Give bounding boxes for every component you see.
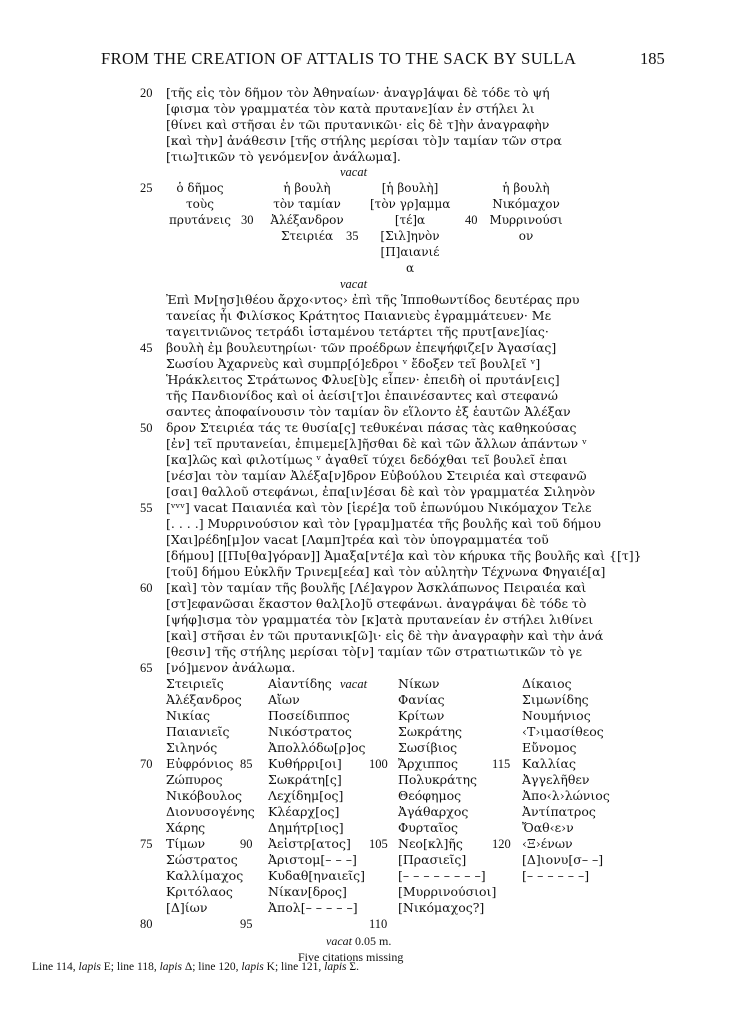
- line-number: 90: [240, 837, 253, 851]
- name-entry: [Δ]ιονυ[σ– –]: [522, 852, 604, 867]
- text-line: δρον Στειριέα τάς τε θυσία[ς] τεθυκέναι πάσας τὰς καθηκούσας: [166, 420, 577, 435]
- footnote-text: lapis: [159, 961, 182, 973]
- crown-text: [τέ]α: [394, 213, 426, 227]
- name-entry: Ἀλέξανδρος: [166, 692, 242, 707]
- line-number: 120: [492, 837, 511, 851]
- name-entry: Ἀριστομ[– – –]: [268, 852, 357, 867]
- name-entry: Λεχίδημ[ος]: [268, 788, 344, 803]
- crown-text: τὸν ταμίαν: [273, 197, 341, 211]
- name-entry: Αἰαντίδης: [268, 676, 332, 691]
- name-entry: Στειριεῖς: [166, 676, 224, 691]
- name-entry: Νίκων: [398, 676, 440, 691]
- text-line: [τοῦ] δήμου Εὐκλῆν Τρινεμ[εέα] καὶ τὸν αὐλητὴν Τέχνωνα Φηγαιέ[α]: [166, 564, 606, 579]
- name-entry: Κριτόλαος: [166, 884, 233, 899]
- text-line: [. . . .] Μυρρινούσιον καὶ τὸν [γραμ]ματέα τῆς βουλῆς καὶ τοῦ δήμου: [166, 516, 601, 531]
- name-entry: Χάρης: [166, 820, 206, 835]
- text-line: τῆς Πανδιονίδος καὶ οἱ ἀείσι[τ]οι ἐπαινέσαντες καὶ στεφανώ: [166, 388, 558, 403]
- measure: 0.05 m.: [355, 934, 392, 948]
- line-number: 115: [492, 757, 511, 771]
- name-entry: Ἀντίπατρος: [522, 804, 596, 819]
- name-entry: Σωκράτη[ς]: [268, 772, 342, 787]
- name-entry: Ὄαθ‹ε›ν: [522, 820, 574, 835]
- text-line: [Χαι]ρέδη[μ]ον vacat [Λαμπ]τρέα καὶ τὸν ὑπογραμματέα τοῦ: [166, 532, 549, 547]
- text-line: Σωσίου Ἀχαρνεὺς καὶ συμπρ[ό]εδροι ᵛ ἔδοξεν τεῖ βουλ[εῖ ᵛ]: [166, 356, 541, 371]
- line-number: 75: [140, 837, 153, 851]
- running-header: [0, 49, 729, 71]
- name-entry: Αἴων: [268, 692, 300, 707]
- name-entry: Σώστρατος: [166, 852, 238, 867]
- text-line: [θίνει καὶ στῆσαι ἐν τῶι πρυτανικῶι· εἰς δὲ τ]ὴν ἀναγραφὴν: [166, 117, 550, 132]
- line-number: 70: [140, 757, 153, 771]
- vacat-label: vacat: [340, 165, 368, 179]
- crown-text: πρυτάνεις: [169, 213, 231, 227]
- name-entry: Ἀεἰστρ[ατος]: [268, 836, 351, 851]
- text-line: [δήμου] [[Πυ[θα]γόραν]] Ἀμαξα[ντέ]α καὶ τὸν κήρυκα τῆς βουλῆς καὶ {[τ]}: [166, 548, 642, 563]
- text-line: [νό]μενον ἀνάλωμα.: [166, 660, 296, 675]
- name-entry: Εὔνομος: [522, 740, 577, 755]
- vacat-label: vacat: [326, 934, 352, 948]
- name-entry: Δημήτρ[ιος]: [268, 820, 344, 835]
- vacat-label: vacat: [340, 277, 368, 291]
- missing-note: Five citations missing: [298, 950, 404, 964]
- line-number: 55: [140, 501, 153, 515]
- name-entry: Πολυκράτης: [398, 772, 477, 787]
- line-number: 40: [465, 213, 478, 227]
- line-number: 25: [140, 181, 153, 195]
- line-number: 35: [346, 229, 359, 243]
- name-entry: Νικόβουλος: [166, 788, 242, 803]
- crown-text: Ἀλέξανδρον: [270, 213, 344, 227]
- name-entry: Ἀπολ[– – – – –]: [268, 900, 358, 915]
- text-line: [στ]εφανῶσαι ἕκαστον θαλ[λο]ῦ στεφάνωι. ἀναγράψαι δὲ τόδε τὸ: [166, 596, 587, 611]
- footnote-text: Σ.: [346, 961, 359, 973]
- text-line: [τῆς εἰς τὸν δῆμον τὸν Ἀθηναίων· ἀναγρ]άψαι δὲ τόδε τὸ ψή: [166, 85, 550, 100]
- text-line: [ἐν] τεῖ πρυτανείαι, ἐπιμεμε[λ]ῆσθαι δὲ καὶ τῶν ἄλλων ἁπάντων ᵛ: [166, 436, 587, 451]
- name-entry: Νίκαν[δρος]: [268, 884, 347, 899]
- name-entry: [– – – – – – – –]: [398, 868, 486, 883]
- text-line: [θεσιν] τῆς στήλης μερίσαι τὸ[ν] ταμίαν τῶν στρατιωτικῶν τὸ γε: [166, 644, 583, 659]
- footnote-text: lapis: [78, 961, 101, 973]
- line-number: 85: [240, 757, 253, 771]
- name-entry: Καλλίμαχος: [166, 868, 244, 883]
- text-line: βουλὴ ἐμ βουλευτηρίωι· τῶν προέδρων ἐπεψήφιζε[ν Ἀγασίας]: [166, 340, 557, 355]
- footnote-text: Line 114,: [32, 961, 79, 973]
- name-entry: Ζώπυρος: [166, 772, 223, 787]
- name-entry: Τίμων: [166, 836, 206, 851]
- text-line: [κα]λῶς καὶ φιλοτίμως ᵛ ἀγαθεῖ τύχει δεδόχθαι τεῖ βουλεῖ ἐπαι: [166, 452, 568, 467]
- name-entry: ‹Ξ›ένων: [522, 836, 573, 851]
- name-entry: Σιληνός: [166, 740, 218, 755]
- name-entry: Ἀγάθαρχος: [398, 804, 469, 819]
- name-entry: Κλέαρχ[ος]: [268, 804, 340, 819]
- text-line: ταγειτνιῶνος τετράδι ἱσταμένου τετάρτει τῆς πρυτ[ανε]ίας·: [166, 324, 549, 339]
- name-entry: Ἀπολλόδω[ρ]ος: [268, 740, 366, 755]
- crown-text: [Π]αιανιέ: [380, 245, 440, 259]
- footnote: [32, 961, 359, 973]
- text-line: τανείας ἧι Φιλίσκος Κράτητος Παιανιεὺς ἐγραμμάτευεν· Με: [166, 308, 552, 323]
- name-entry: Παιανιεῖς: [166, 724, 230, 739]
- name-entry: [Νικόμαχος?]: [398, 900, 485, 915]
- name-entry: Ποσείδιππος: [268, 708, 350, 723]
- crown-text: α: [405, 261, 415, 275]
- running-title: FROM THE CREATION OF ATTALIS TO THE SACK BY SULLA: [101, 49, 577, 68]
- name-entry: Νουμήνιος: [522, 708, 591, 723]
- crown-text: [ἡ βουλὴ]: [381, 181, 439, 195]
- name-entry: Κυθήρρι[οι]: [268, 756, 342, 771]
- name-entry: Σιμωνίδης: [522, 692, 589, 707]
- line-number: 110: [369, 917, 388, 931]
- name-entry: [Δ]ίων: [166, 900, 208, 915]
- text-line: Ἡράκλειτος Στράτωνος Φλυε[ὺ]ς εἶπεν· ἐπειδὴ οἱ πρυτάν[εις]: [166, 372, 560, 387]
- line-number: 50: [140, 421, 153, 435]
- name-entry: Νικίας: [166, 708, 210, 723]
- footnote-text: lapis: [324, 961, 347, 973]
- text-line: [καὶ τὴν] ἀνάθεσιν [τῆς στήλης μερίσαι τὸ]ν ταμίαν τῶν στρα: [166, 133, 562, 148]
- line-number: 60: [140, 581, 153, 595]
- line-number: 105: [369, 837, 388, 851]
- name-entry: Δίκαιος: [522, 676, 572, 691]
- crown-text: ὁ δῆμος: [176, 181, 224, 195]
- line-number: 80: [140, 917, 153, 931]
- crown-text: τοὺς: [186, 197, 214, 211]
- name-entry: Θεόφημος: [398, 788, 462, 803]
- line-number: 30: [241, 213, 254, 227]
- line-number: 100: [369, 757, 388, 771]
- footnote-text: E; line 118,: [100, 961, 160, 973]
- text-line: [τιω]τικῶν τὸ γενόμεν[ον ἀνάλωμα].: [166, 149, 401, 164]
- name-entry: Κρίτων: [398, 708, 445, 723]
- name-entry: Φυρταῖος: [398, 820, 458, 835]
- line-number: 45: [140, 341, 153, 355]
- text-line: [ᵛᵛᵛ] vacat Παιανιέα καὶ τὸν [ἱερέ]α τοῦ ἐπωνύμου Νικόμαχον Τελε: [166, 500, 592, 515]
- crown-text: Στειριέα: [280, 229, 334, 243]
- name-entry: [Μυρρινούσιοι]: [398, 884, 497, 899]
- text-line: [φισμα τὸν γραμματέα τὸν κατὰ πρυτανε]ίαν ἐν στήλει λι: [166, 101, 535, 116]
- name-entry: [Πρασιεῖς]: [398, 852, 467, 867]
- footnote-text: K; line 121,: [263, 961, 325, 973]
- text-line: [καὶ] στῆσαι ἐν τῶι πρυτανικ[ῶ]ι· εἰς δὲ τὴν ἀναγραφὴν καὶ τὴν ἀνά: [166, 628, 604, 643]
- text-line: σαντες ἀποφαίνουσιν τὸν ταμίαν ὃν εἵλοντο ἐξ ἑαυτῶν Ἀλέξαν: [166, 404, 571, 419]
- page-number: 185: [640, 49, 665, 68]
- text-line: [ψήφ]ισμα τὸν γραμματέα τὸν [κ]ατὰ πρυτανείαν ἐν στήλει λιθίνει: [166, 612, 594, 627]
- text-line: Ἐπὶ Μν[ησ]ιθέου ἄρχο‹ντος› ἐπὶ τῆς Ἱπποθωντίδος δευτέρας πρυ: [166, 292, 580, 307]
- name-entry: Καλλίας: [522, 756, 576, 771]
- crown-text: ἡ βουλὴ: [283, 181, 331, 195]
- text-line: [νέσ]αι τὸν ταμίαν Ἀλέξα[ν]δρον Εὐβούλου Στειριέα καὶ στεφανῶ: [166, 468, 587, 483]
- name-entry: ‹Τ›ιμασίθεος: [522, 724, 604, 739]
- crown-text: ον: [518, 229, 534, 243]
- footnote-text: Δ; line 120,: [181, 961, 242, 973]
- name-entry: [– – – – – –]: [522, 868, 590, 883]
- footnote-text: lapis: [241, 961, 264, 973]
- crown-text: ἡ βουλὴ: [502, 181, 550, 195]
- name-entry: Φανίας: [398, 692, 445, 707]
- name-entry: Ἀγγελῆθεν: [522, 772, 590, 787]
- crown-text: [τὸν γρ]αμμα: [370, 197, 451, 211]
- name-entry: Ἀπο‹λ›λώνιος: [522, 788, 610, 803]
- name-entry: Νικόστρατος: [268, 724, 352, 739]
- line-number: 20: [140, 86, 153, 100]
- text-line: [σαι] θαλλοῦ στεφάνωι, ἐπα[ιν]έσαι δὲ καὶ τὸν γραμματέα Σιληνὸν: [166, 484, 596, 499]
- crown-text: Νικόμαχον: [492, 197, 560, 211]
- closing-vacat: [326, 933, 426, 949]
- vacat-label: vacat: [340, 677, 368, 691]
- name-entry: Σωσίβιος: [398, 740, 458, 755]
- name-entry: Εὐφρόνιος: [166, 756, 234, 771]
- line-number: 65: [140, 661, 153, 675]
- crown-text: Μυρρινούσι: [489, 213, 563, 227]
- name-entry: Ἄρχιππος: [398, 756, 458, 771]
- name-entry: Σωκράτης: [398, 724, 463, 739]
- text-line: [καὶ] τὸν ταμίαν τῆς βουλῆς [Λέ]αγρον Ἀσκλάπωνος Πειραιέα καὶ: [166, 580, 587, 595]
- name-entry: Νεο[κλ]ῆς: [398, 836, 463, 851]
- crown-text: [Σιλ]ηνὸν: [380, 229, 440, 243]
- name-entry: Κυδαθ[ηναιεῖς]: [268, 868, 365, 883]
- line-number: 95: [240, 917, 253, 931]
- name-entry: Διονυσογένης: [166, 804, 255, 819]
